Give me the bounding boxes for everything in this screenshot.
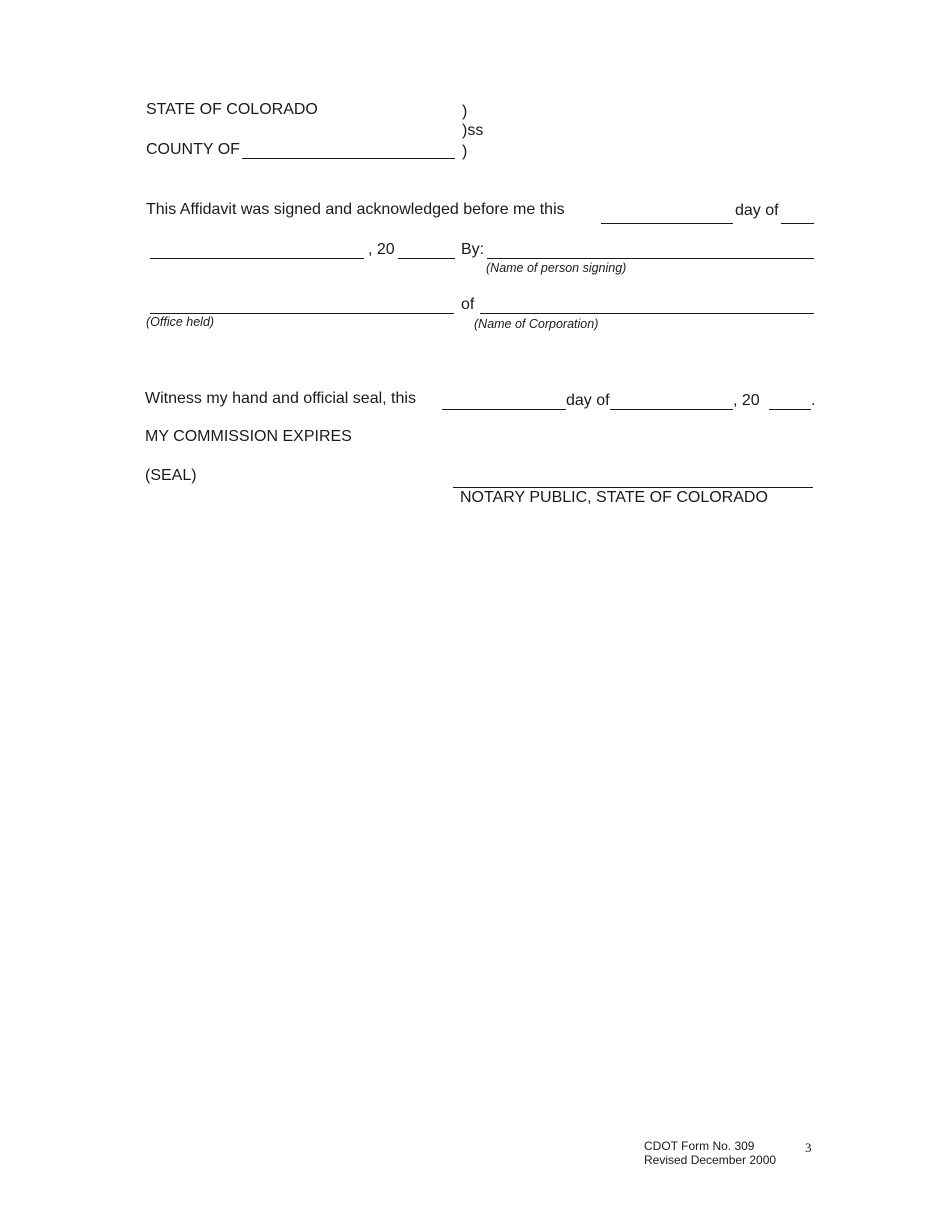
corporation-blank-line[interactable] xyxy=(480,313,814,314)
witness-sentence: Witness my hand and official seal, this xyxy=(145,390,416,407)
county-blank-line[interactable] xyxy=(242,158,455,159)
seal-label: (SEAL) xyxy=(145,467,197,484)
venue-bracket-bottom: ) xyxy=(462,143,468,160)
revision-date: Revised December 2000 xyxy=(644,1153,777,1167)
by-label: By: xyxy=(461,241,485,258)
ack-year-blank-line[interactable] xyxy=(398,258,455,259)
office-caption: (Office held) xyxy=(146,315,215,329)
ack-day-of-label: day of xyxy=(735,202,779,219)
state-label: STATE OF COLORADO xyxy=(146,101,318,118)
office-blank-line[interactable] xyxy=(150,313,454,314)
signer-name-blank-line[interactable] xyxy=(487,258,814,259)
ack-date-blank-line[interactable] xyxy=(150,258,364,259)
witness-day-of-label: day of xyxy=(566,392,610,409)
acknowledgment-sentence: This Affidavit was signed and acknowledged before me this xyxy=(146,201,565,218)
ack-day-blank-line[interactable] xyxy=(601,223,733,224)
witness-day-blank-line[interactable] xyxy=(442,409,566,410)
ack-month-blank-line[interactable] xyxy=(781,223,814,224)
name-caption: (Name of person signing) xyxy=(486,261,627,275)
commission-label: MY COMMISSION EXPIRES xyxy=(145,428,352,445)
form-number: CDOT Form No. 309 xyxy=(644,1139,755,1153)
page-number: 3 xyxy=(805,1140,812,1155)
notary-label: NOTARY PUBLIC, STATE OF COLORADO xyxy=(460,489,768,506)
venue-bracket-top: ) xyxy=(462,103,468,120)
witness-period: . xyxy=(811,392,816,409)
ack-year-prefix: , 20 xyxy=(368,241,395,258)
witness-month-blank-line[interactable] xyxy=(610,409,733,410)
venue-bracket-ss: )ss xyxy=(462,122,484,139)
county-label: COUNTY OF xyxy=(146,141,240,158)
witness-year-blank-line[interactable] xyxy=(769,409,811,410)
witness-year-prefix: , 20 xyxy=(733,392,760,409)
of-label: of xyxy=(461,296,475,313)
corporation-caption: (Name of Corporation) xyxy=(474,317,599,331)
